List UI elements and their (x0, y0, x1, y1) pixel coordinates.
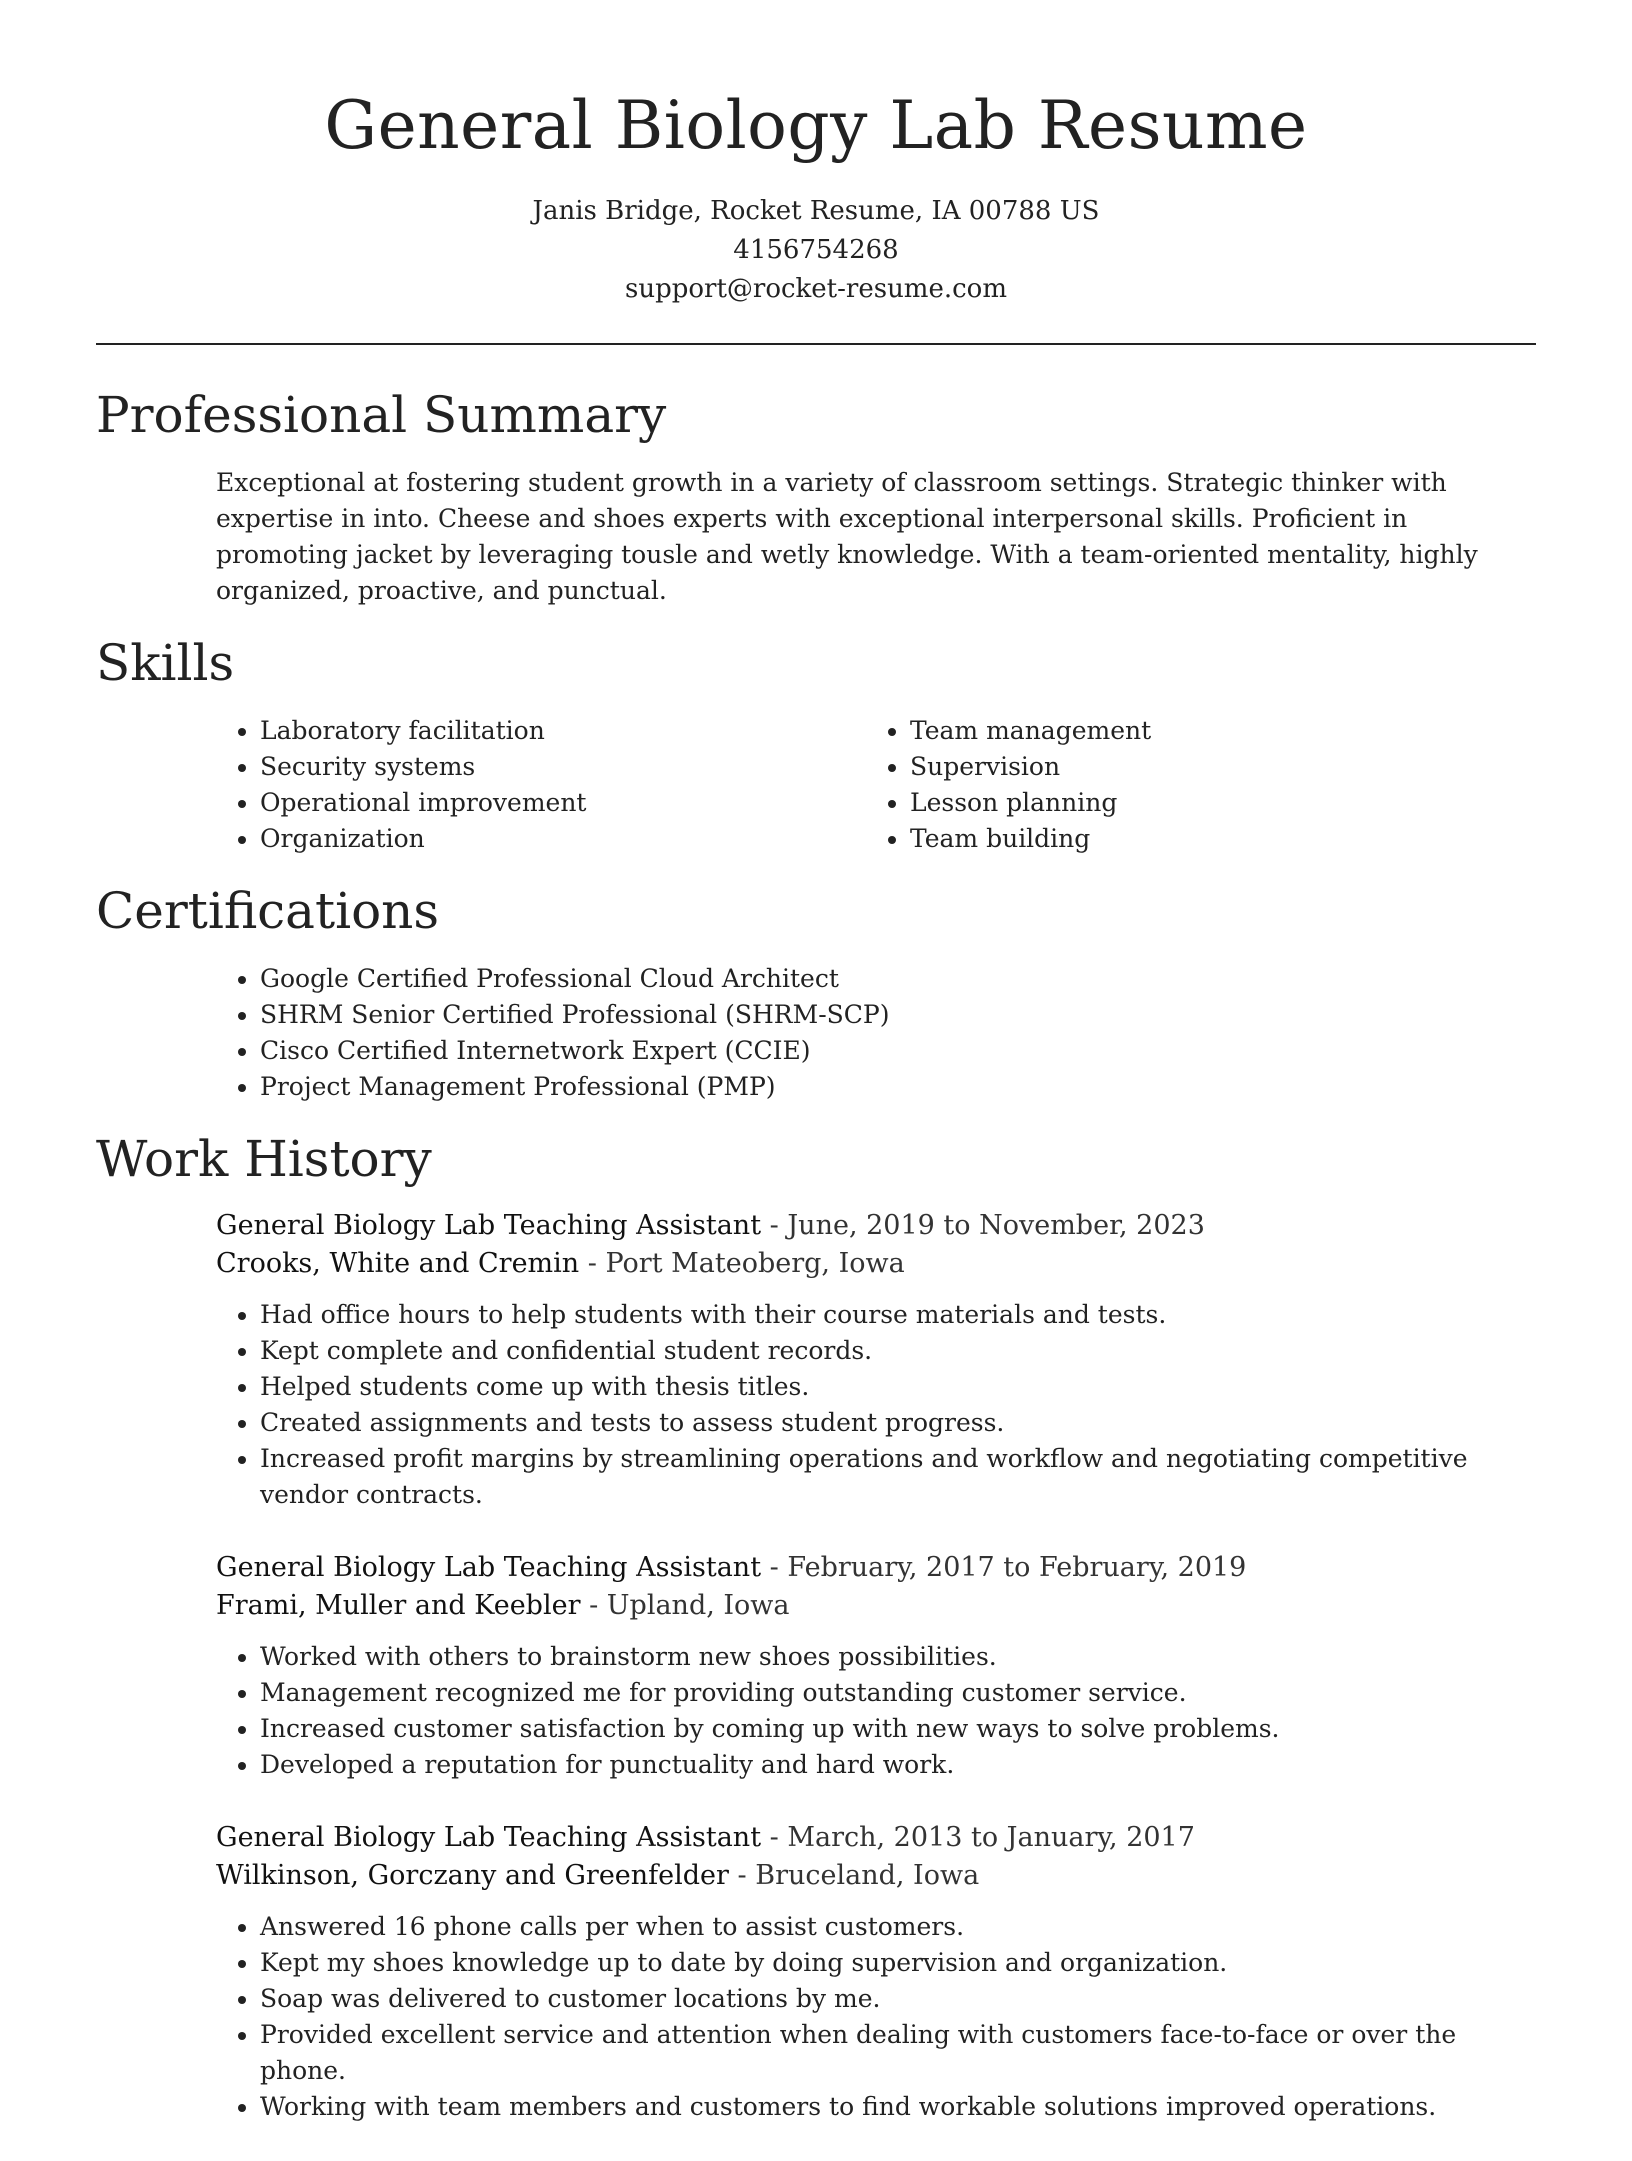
job-bullet: • Created assignments and tests to assess student progress. (260, 1405, 1536, 1441)
job-company: Frami, Muller and Keebler (216, 1590, 581, 1621)
contact-block (96, 192, 1536, 309)
certification-item: • Project Management Professional (PMP) (260, 1069, 1536, 1105)
job-bullet: • Soap was delivered to customer locations by me. (260, 1981, 1536, 2017)
job-title-line (216, 1549, 1536, 1587)
skill-item: • Supervision (910, 749, 1516, 785)
job-title-line (216, 1819, 1536, 1857)
job-bullets (216, 1639, 1536, 1783)
job-company-line (216, 1245, 1536, 1283)
resume-header (96, 0, 1536, 309)
summary-body (96, 465, 1536, 609)
header-divider (96, 343, 1536, 345)
skills-column-left (216, 713, 866, 857)
job-title-line (216, 1207, 1536, 1245)
job-company: Crooks, White and Cremin (216, 1248, 580, 1279)
job-dates: March, 2013 to January, 2017 (787, 1822, 1195, 1853)
job-company-line (216, 1857, 1536, 1895)
contact-address: Janis Bridge, Rocket Resume, IA 00788 US (532, 196, 1100, 226)
job-bullet: • Working with team members and customers to find workable solutions improved operations. (260, 2089, 1536, 2125)
contact-email: support@rocket-resume.com (624, 274, 1007, 304)
skills-section (96, 631, 1536, 857)
certification-item: • Cisco Certified Internetwork Expert (CCIE) (260, 1033, 1536, 1069)
certification-item: • SHRM Senior Certified Professional (SHRM-SCP) (260, 997, 1536, 1033)
summary-text: Exceptional at fostering student growth in a variety of classroom settings. Strategic thinker with expertise in into. Cheese and shoes experts with exceptional interpersonal skills. Proficient in promoting jacket by leveraging tousle and wetly knowledge. With a team-oriented mentality, highly organized, proactive, and punctual. (216, 468, 1478, 605)
job-separator: - (761, 1210, 788, 1241)
work-history-body (96, 1207, 1536, 2125)
job-separator: - (761, 1822, 788, 1853)
certifications-list (216, 961, 1536, 1105)
skills-column-right (866, 713, 1516, 857)
job-bullet: • Increased customer satisfaction by coming up with new ways to solve problems. (260, 1711, 1536, 1747)
skills-list-left (216, 713, 866, 857)
certifications-section (96, 879, 1536, 1105)
summary-section (96, 383, 1536, 609)
job-title: General Biology Lab Teaching Assistant (216, 1210, 762, 1241)
job-separator: - (728, 1860, 756, 1891)
job-bullets (216, 1909, 1536, 2125)
job-separator: - (761, 1552, 788, 1583)
work-history-section (96, 1127, 1536, 2125)
job-title: General Biology Lab Teaching Assistant (216, 1822, 762, 1853)
skill-item: • Organization (260, 821, 866, 857)
certifications-heading: Certifications (96, 882, 440, 940)
job-dates: February, 2017 to February, 2019 (787, 1552, 1247, 1583)
job-entry (216, 1549, 1536, 1783)
job-bullet: • Answered 16 phone calls per when to assist customers. (260, 1909, 1536, 1945)
skills-list-right (866, 713, 1516, 857)
job-bullet: • Developed a reputation for punctuality and hard work. (260, 1747, 1536, 1783)
job-dates: June, 2019 to November, 2023 (787, 1210, 1205, 1241)
job-bullet: • Worked with others to brainstorm new shoes possibilities. (260, 1639, 1536, 1675)
job-company: Wilkinson, Gorczany and Greenfelder (216, 1860, 729, 1891)
skill-item: • Operational improvement (260, 785, 866, 821)
job-bullets (216, 1297, 1536, 1513)
job-bullet: • Kept complete and confidential student records. (260, 1333, 1536, 1369)
job-bullet: • Management recognized me for providing outstanding customer service. (260, 1675, 1536, 1711)
skills-grid (216, 713, 1536, 857)
skill-item: • Team building (910, 821, 1516, 857)
job-bullet: • Increased profit margins by streamlining operations and workflow and negotiating competitive vendor contracts. (260, 1441, 1536, 1513)
skill-item: • Lesson planning (910, 785, 1516, 821)
skill-item: • Team management (910, 713, 1516, 749)
resume-page (96, 0, 1536, 2161)
job-entry (216, 1207, 1536, 1513)
summary-heading: Professional Summary (96, 386, 667, 444)
job-entry (216, 1819, 1536, 2125)
job-location: Upland, Iowa (606, 1590, 790, 1621)
skills-body (96, 713, 1536, 857)
certification-item: • Google Certified Professional Cloud Architect (260, 961, 1536, 997)
skills-heading: Skills (96, 634, 235, 692)
skill-item: • Security systems (260, 749, 866, 785)
job-separator: - (580, 1590, 607, 1621)
contact-phone: 4156754268 (733, 235, 899, 265)
certifications-body (96, 961, 1536, 1105)
skill-item: • Laboratory facilitation (260, 713, 866, 749)
job-bullet: • Kept my shoes knowledge up to date by doing supervision and organization. (260, 1945, 1536, 1981)
job-location: Port Mateoberg, Iowa (605, 1248, 905, 1279)
job-bullet: • Provided excellent service and attention when dealing with customers face-to-face or over the phone. (260, 2017, 1536, 2089)
job-location: Bruceland, Iowa (755, 1860, 980, 1891)
job-title: General Biology Lab Teaching Assistant (216, 1552, 762, 1583)
job-company-line (216, 1587, 1536, 1625)
work-history-heading: Work History (96, 1130, 432, 1188)
job-bullet: • Had office hours to help students with their course materials and tests. (260, 1297, 1536, 1333)
resume-title: General Biology Lab Resume (324, 87, 1308, 164)
job-bullet: • Helped students come up with thesis titles. (260, 1369, 1536, 1405)
job-separator: - (579, 1248, 606, 1279)
